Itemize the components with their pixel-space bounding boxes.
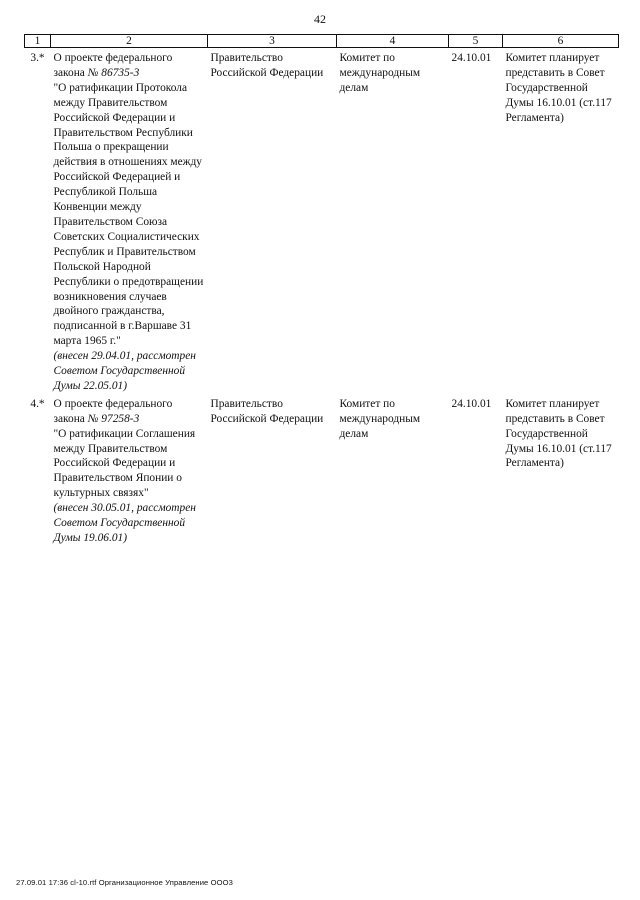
bill-prefix: О проекте федерального закона [53, 52, 173, 79]
introduction-note: (внесен 30.05.01, рассмотрен Советом Государственной Думы 19.06.01) [53, 502, 196, 544]
row-number: 3.* [30, 52, 45, 64]
date-cell: 24.10.01 [451, 52, 492, 64]
introduction-note: (внесен 29.04.01, рассмотрен Советом Государственной Думы 22.05.01) [53, 350, 196, 392]
table-header-row [25, 35, 619, 48]
column-header: 6 [503, 35, 619, 48]
bill-title: "О ратификации Протокола между Правительством Российской Федерации и Правительством Республики Польша о прекращении действия в отношениях между Российской Федерацией и Республикой Польша Конвенции между Правительством Союза Советских Социалистических Республик и Правительством Польской Народной Республики о предотвращении возникновения случаев двойного гражданства, подписанной в г.Варшаве 31 марта 1965 г." [53, 81, 204, 348]
bill-cell [51, 394, 208, 546]
bill-cell [51, 48, 208, 394]
page-footer: 27.09.01 17:36 cl-10.rtf Организационное Управление ООО3 [16, 878, 233, 887]
page-number: 42 [314, 12, 326, 26]
row-number: 4.* [30, 397, 45, 410]
column-header: 2 [51, 35, 208, 48]
bill-number: № 86735-3 [87, 66, 140, 79]
table-row [25, 394, 619, 546]
bill-prefix: О проекте федерального закона [53, 397, 173, 425]
initiator-cell: Правительство Российской Федерации [210, 397, 324, 425]
column-header: 4 [337, 35, 449, 48]
committee-cell: Комитет по международным делам [339, 52, 421, 94]
initiator-cell: Правительство Российской Федерации [210, 52, 324, 79]
status-note-cell: Комитет планирует представить в Совет Государственной Думы 16.10.01 (ст.117 Регламента) [505, 397, 612, 470]
bill-title: "О ратификации Соглашения между Правительством Российской Федерации и Правительством Японии о культурных связях" [53, 427, 196, 500]
column-header: 5 [449, 35, 503, 48]
status-note-cell: Комитет планирует представить в Совет Государственной Думы 16.10.01 (ст.117 Регламента) [505, 52, 612, 124]
committee-cell: Комитет по международным делам [339, 397, 421, 440]
column-header: 1 [25, 35, 51, 48]
table-row [25, 48, 619, 394]
column-header: 3 [208, 35, 337, 48]
bills-table [24, 34, 619, 546]
date-cell: 24.10.01 [451, 397, 492, 410]
bill-number: № 97258-3 [87, 412, 140, 425]
